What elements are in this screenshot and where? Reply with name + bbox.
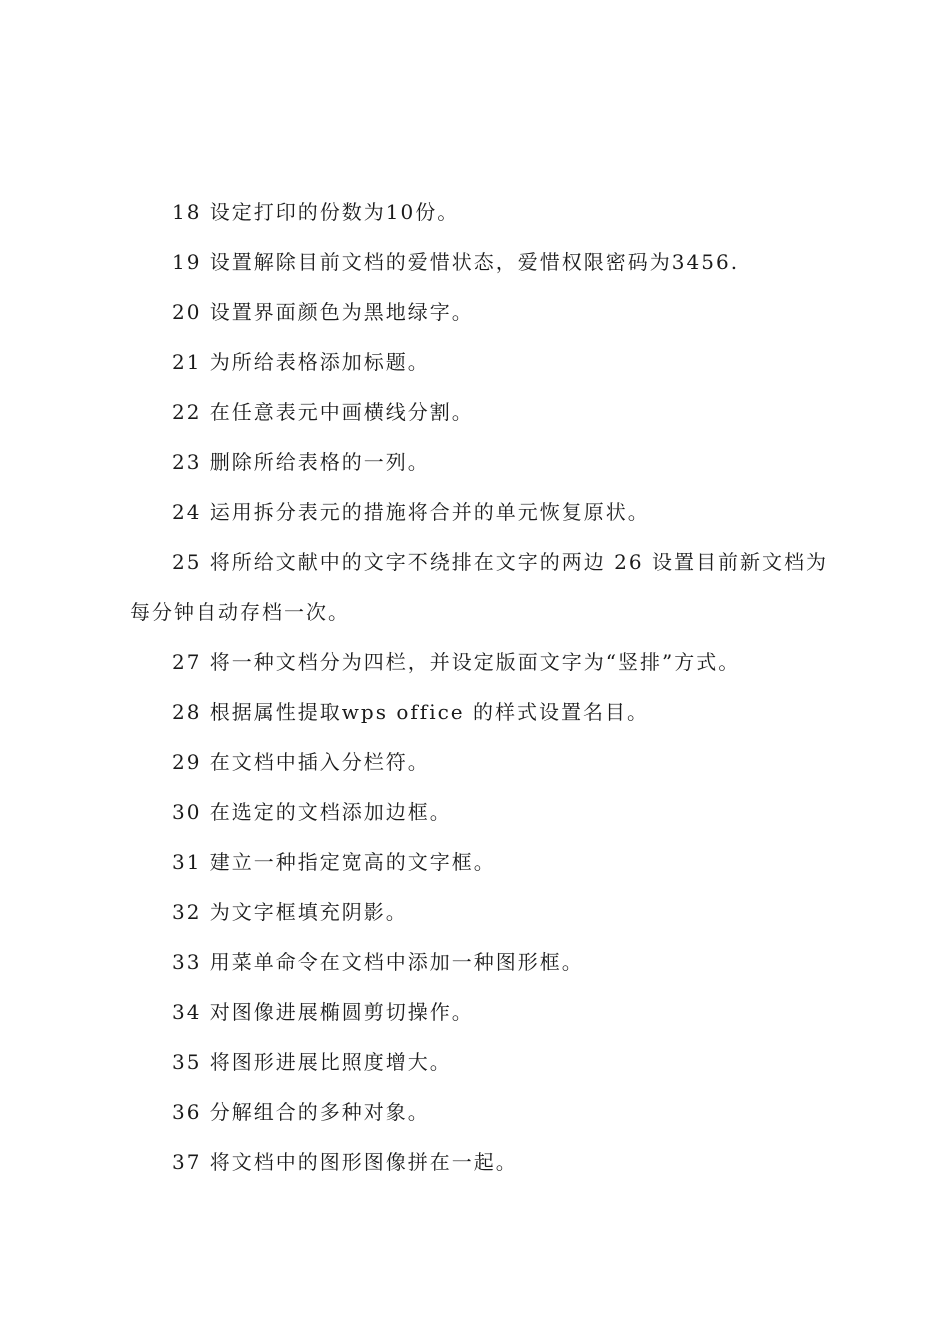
paragraph-31: 31 建立一种指定宽高的文字框。 xyxy=(172,850,496,874)
paragraph-30: 30 在选定的文档添加边框。 xyxy=(172,800,452,824)
paragraph-24: 24 运用拆分表元的措施将合并的单元恢复原状。 xyxy=(172,500,650,524)
paragraph-37: 37 将文档中的图形图像拼在一起。 xyxy=(172,1150,518,1174)
paragraph-20: 20 设置界面颜色为黑地绿字。 xyxy=(172,300,474,324)
paragraph-22: 22 在任意表元中画横线分割。 xyxy=(172,400,474,424)
paragraph-18: 18 设定打印的份数为10份。 xyxy=(172,200,460,224)
paragraph-27: 27 将一种文档分为四栏，并设定版面文字为“竖排”方式。 xyxy=(172,650,741,674)
paragraph-21: 21 为所给表格添加标题。 xyxy=(172,350,430,374)
paragraph-29: 29 在文档中插入分栏符。 xyxy=(172,750,430,774)
paragraph-34: 34 对图像进展椭圆剪切操作。 xyxy=(172,1000,474,1024)
paragraph-36: 36 分解组合的多种对象。 xyxy=(172,1100,430,1124)
paragraph-19: 19 设置解除目前文档的爱惜状态，爱惜权限密码为3456. xyxy=(172,250,740,274)
paragraph-35: 35 将图形进展比照度增大。 xyxy=(172,1050,452,1074)
paragraph-25-26: 25 将所给文献中的文字不绕排在文字的两边 26 设置目前新文档为每分钟自动存档一次。 xyxy=(130,550,828,624)
paragraph-32: 32 为文字框填充阴影。 xyxy=(172,900,408,924)
paragraph-23: 23 删除所给表格的一列。 xyxy=(172,450,430,474)
paragraph-28: 28 根据属性提取wps office 的样式设置名目。 xyxy=(172,700,649,724)
document-body xyxy=(130,187,835,1187)
paragraph-33: 33 用菜单命令在文档中添加一种图形框。 xyxy=(172,950,584,974)
